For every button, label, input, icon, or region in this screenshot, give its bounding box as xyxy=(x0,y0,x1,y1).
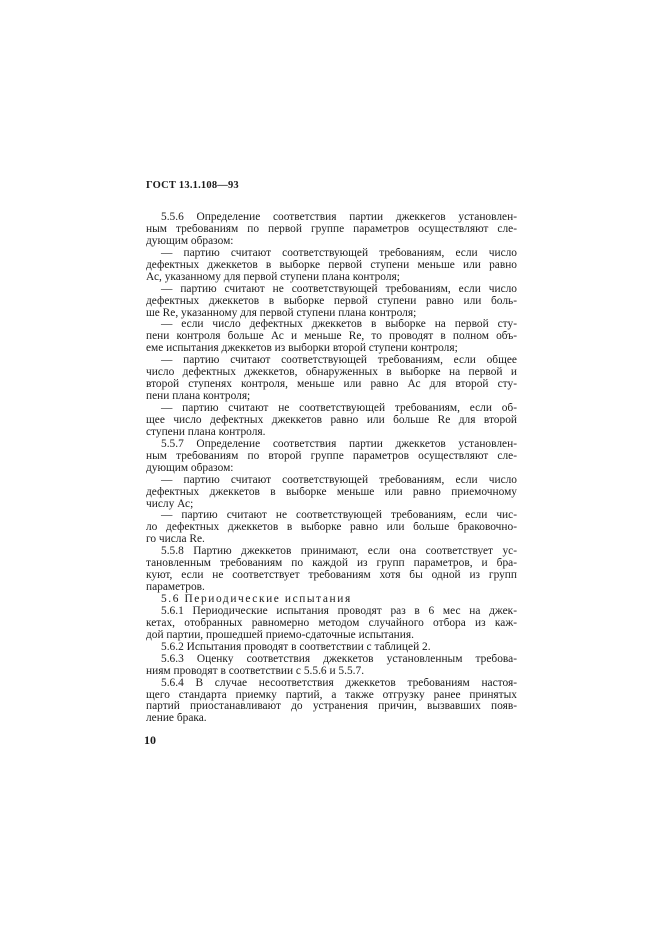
page-number: 10 xyxy=(144,733,156,747)
text-line: 5.5.7 Определение соответствия партии джеккетов установлен- xyxy=(161,438,517,450)
text-line: кетах, отобранных равномерно методом случайного отбора из каж- xyxy=(146,617,517,629)
text-line: ным требованиям по второй группе параметров осуществляют сле- xyxy=(146,450,517,462)
document-body xyxy=(146,212,517,725)
text-line: еме испытания джеккетов из выборки второй ступени контроля; xyxy=(146,343,458,355)
text-line: ше Re, указанному для первой ступени плана контроля; xyxy=(146,307,417,319)
text-line: щее число дефектных джеккетов равно или больше Re для второй xyxy=(146,414,517,426)
text-line: дой партии, прошедшей приемо-сдаточные испытания. xyxy=(146,629,414,641)
text-line: Ас, указанному для первой ступени плана контроля; xyxy=(146,271,400,283)
text-line: 5.6 Периодические испытания xyxy=(161,594,352,605)
text-line: дефектных джеккетов в выборке меньше или равно приемочному xyxy=(146,486,517,498)
text-line: щего стандарта приемку партий, а также отгрузку ранее принятых xyxy=(146,689,517,701)
text-line: 5.6.1 Периодические испытания проводят раз в 6 мес на джек- xyxy=(161,605,517,617)
text-line: 5.5.8 Партию джеккетов принимают, если она соответствует ус- xyxy=(161,546,517,558)
text-line: — партию считают соответствующей требованиям, если общее xyxy=(161,355,517,367)
text-line: ниям проводят в соответствии с 5.5.6 и 5.5.7. xyxy=(146,665,365,677)
text-line: 5.6.2 Испытания проводят в соответствии с таблицей 2. xyxy=(161,641,431,653)
text-line: параметров. xyxy=(146,582,205,594)
text-line: дефектных джеккетов в выборке первой ступени меньше или равно xyxy=(146,259,517,271)
text-line: ступени плана контроля. xyxy=(146,426,266,438)
text-line: числу Ас; xyxy=(146,498,194,510)
text-line: — партию считают соответствующей требованиям, если число xyxy=(161,247,517,259)
document-header: ГОСТ 13.1.108—93 xyxy=(146,180,239,191)
text-line: дующим образом: xyxy=(146,462,234,474)
text-line: тановленным требованиям по каждой из групп параметров, и бра- xyxy=(146,558,517,570)
text-line: 5.5.6 Определение соответствия партии джеккегов установлен- xyxy=(161,212,517,223)
text-line: дующим образом: xyxy=(146,235,234,247)
text-line: дефектных джеккетов в выборке первой ступени равно или боль- xyxy=(146,295,517,307)
text-line: — партию считают не соответствующей требованиям, если об- xyxy=(161,403,517,414)
text-line: — партию считают не соответствующей требованиям, если число xyxy=(161,283,517,295)
text-line: ло дефектных джеккетов в выборке равно или больше браковочно- xyxy=(146,522,517,534)
text-line: — партию считают не соответствующей требованиям, если чис- xyxy=(161,510,517,522)
text-line: куют, если не соответствует требованиям хотя бы одной из групп xyxy=(146,570,517,582)
text-line: число дефектных джеккетов, обнаруженных в выборке на первой и xyxy=(146,367,517,379)
text-line: пени плана контроля; xyxy=(146,391,251,403)
text-line: го числа Re. xyxy=(146,534,205,546)
text-line: — если число дефектных джеккетов в выборке на первой сту- xyxy=(161,319,517,331)
text-line: второй ступенях контроля, меньше или равно Ас для второй сту- xyxy=(146,379,517,391)
text-line: партий приостанавливают до устранения причин, вызвавших появ- xyxy=(146,701,517,713)
text-line: 5.6.3 Оценку соответствия джеккетов установленным требова- xyxy=(161,653,517,665)
text-line: ление брака. xyxy=(146,713,207,725)
text-line: 5.6.4 В случае несоответствия джеккетов требованиям настоя- xyxy=(161,677,517,689)
text-line: ным требованиям по первой группе параметров осуществляют сле- xyxy=(146,223,517,235)
text-line: пени контроля больше Ас и меньше Re, то проводят в полном объ- xyxy=(146,331,517,343)
text-line: — партию считают соответствующей требованиям, если число xyxy=(161,474,517,486)
